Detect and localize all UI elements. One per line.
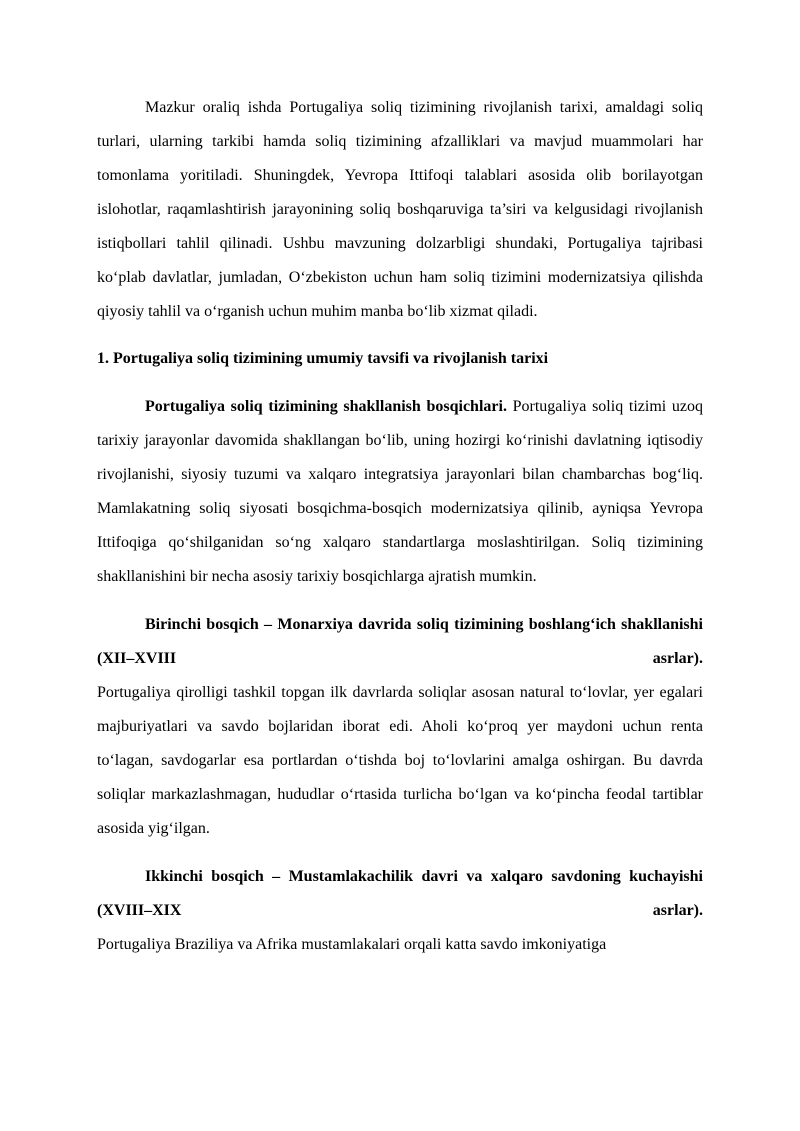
document-page (97, 91, 703, 962)
formation-stages-lead: Portugaliya soliq tizimining shakllanish bosqichlari. (145, 398, 507, 415)
stage2-title (97, 860, 703, 928)
spacer (97, 376, 703, 390)
stage1-title-text: Birinchi bosqich – Monarxiya davrida soliq tizimining boshlang‘ich shakllanishi (XII–XVIII asrlar). (97, 616, 703, 667)
stage1-paragraph: Portugaliya qirolligi tashkil topgan ilk davrlarda soliqlar asosan natural to‘lovlar, yer egalari majburiyatlari va savdo bojlaridan iborat edi. Aholi ko‘proq yer maydoni uchun renta to‘lagan, savdogarlar esa portlardan o‘tishda boj to‘lovlarini amalga oshirgan. Bu davrda soliqlar markazlashmagan, hududlar o‘rtasida turlicha bo‘lgan va ko‘pincha feodal tartiblar asosida yig‘ilgan. (97, 684, 703, 837)
stage2-title-text: Ikkinchi bosqich – Mustamlakachilik davri va xalqaro savdoning kuchayishi (XVIII–XIX asrlar). (97, 868, 703, 919)
stage1-title (97, 608, 703, 676)
section-heading: 1. Portugaliya soliq tizimining umumiy tavsifi va rivojlanish tarixi (97, 350, 549, 367)
spacer (97, 594, 703, 608)
spacer (97, 846, 703, 860)
intro-paragraph: Mazkur oraliq ishda Portugaliya soliq tizimining rivojlanish tarixi, amaldagi soliq turlari, ularning tarkibi hamda soliq tizimining afzalliklari va mavjud muammolari har tomonlama yoritiladi. Shuningdek, Yevropa Ittifoqi talablari asosida olib borilayotgan islohotlar, raqamlashtirish jarayonining soliq boshqaruviga ta’siri va kelgusidagi rivojlanish istiqbollari tahlil qilinadi. Ushbu mavzuning dolzarbligi shundaki, Portugaliya tajribasi ko‘plab davlatlar, jumladan, O‘zbekiston uchun ham soliq tizimini modernizatsiya qilishda qiyosiy tahlil va o‘rganish uchun muhim manba bo‘lib xizmat qiladi. (97, 99, 703, 320)
formation-stages-paragraph (97, 390, 703, 594)
stage2-paragraph: Portugaliya Braziliya va Afrika mustamlakalari orqali katta savdo imkoniyatiga (97, 936, 607, 953)
formation-stages-text: Portugaliya soliq tizimi uzoq tarixiy jarayonlar davomida shakllangan bo‘lib, uning hozirgi ko‘rinishi davlatning iqtisodiy rivojlanishi, siyosiy tuzumi va xalqaro integratsiya jarayonlari bilan chambarchas bog‘liq. Mamlakatning soliq siyosati bosqichma-bosqich modernizatsiya qilinib, ayniqsa Yevropa Ittifoqiga qo‘shilganidan so‘ng xalqaro standartlarga moslashtirilgan. Soliq tizimining shakllanishini bir necha asosiy tarixiy bosqichlarga ajratish mumkin. (97, 398, 703, 585)
spacer (97, 329, 703, 342)
